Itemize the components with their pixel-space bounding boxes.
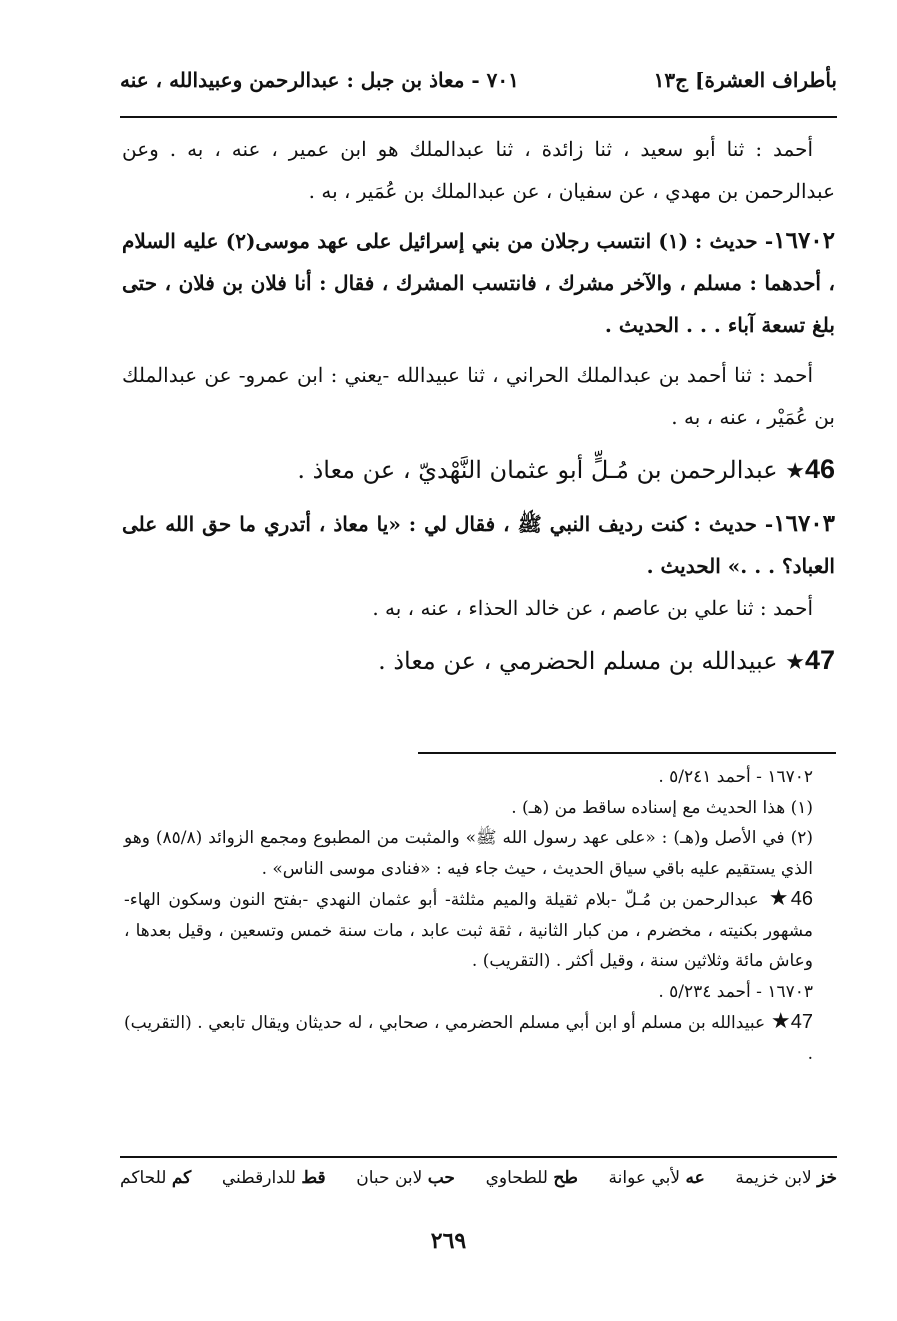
running-header <box>120 62 837 102</box>
footnote-rule <box>418 752 836 754</box>
star-icon: ★ <box>785 459 805 484</box>
narrator-number: 46 <box>790 888 813 910</box>
narrator-note-text: عبيدالله بن مسلم أو ابن أبي مسلم الحضرمي ، صحابي ، له حديثان ويقال تابعي . (التقريب) . <box>124 1013 813 1064</box>
abbreviation-item: كم للحاكم <box>120 1168 192 1188</box>
footnote: (٢) في الأصل و(هـ) : «على عهد رسول الله ﷺ» والمثبت من المطبوع ومجمع الزوائد (٨٥/٨) وهو الذي يستقيم عليه باقي سياق الحديث ، حيث جاء فيه : «فنادى موسى الناس» . <box>124 828 813 879</box>
abbreviations-rule <box>120 1156 837 1158</box>
isnad-paragraph <box>122 354 835 438</box>
narrator-name: عبيدالله بن مسلم الحضرمي ، عن معاذ . <box>378 647 778 675</box>
footnote-reference: ١٦٧٠٢ - أحمد ٥/٢٤١ . <box>658 767 813 787</box>
narrator-number: 47 <box>804 645 835 675</box>
isnad-text: أحمد : ثنا علي بن عاصم ، عن خالد الحذاء ، عنه ، به . <box>372 596 813 620</box>
hadith-label: - حديث : <box>694 229 774 253</box>
page-number: ٢٦٩ <box>430 1228 467 1254</box>
star-icon: ★ <box>770 1009 791 1034</box>
isnad-paragraph <box>122 128 835 212</box>
hadith-label: - حديث : <box>693 512 774 536</box>
hadith-text: (١) انتسب رجلان من بني إسرائيل على عهد موسى(٢) عليه السلام ، أحدهما : مسلم ، والآخر مشرك ، فانتسب المشرك ، فقال : أنا فلان بن فلان ، حتى بلغ تسعة آباء . . . الحديث . <box>122 229 835 337</box>
narrator-name: عبدالرحمن بن مُـلٍّ أبو عثمان النَّهْديّ ، عن معاذ . <box>297 456 778 484</box>
hadith-number: ١٦٧٠٣ <box>773 510 836 537</box>
hadith-16702 <box>122 220 835 346</box>
footnote: (١) هذا الحديث مع إسناده ساقط من (هـ) . <box>511 797 813 818</box>
main-text <box>122 128 835 694</box>
narrator-note-46 <box>124 884 835 977</box>
abbreviation-item: قط للدارقطني <box>221 1168 326 1188</box>
isnad-text: أحمد : ثنا أحمد بن عبدالملك الحراني ، ثنا عبيدالله -يعني : ابن عمرو- عن عبدالملك بن عُمَيْر ، عنه ، به . <box>122 363 835 429</box>
isnad-paragraph <box>122 587 835 629</box>
header-chapter-title: ٧٠١ - معاذ بن جبل : عبدالرحمن وعبيدالله ، عنه <box>120 68 519 92</box>
footnote-reference: ١٦٧٠٣ - أحمد ٥/٢٣٤ . <box>658 981 813 1002</box>
hadith-number: ١٦٧٠٢ <box>773 227 836 254</box>
abbreviations-key <box>120 1168 837 1188</box>
narrator-note-47 <box>124 1007 835 1069</box>
star-icon: ★ <box>785 650 805 675</box>
abbreviation-item: خز لابن خزيمة <box>735 1168 837 1188</box>
hadith-text: كنت رديف النبي ﷺ ، فقال لي : «يا معاذ ، أتدري ما حق الله على العباد؟ . . .» الحديث . <box>122 512 835 578</box>
abbreviation-item: طح للطحاوي <box>485 1168 578 1188</box>
narrator-number: 46 <box>804 454 835 484</box>
header-rule <box>120 116 837 118</box>
narrator-number: 47 <box>790 1011 814 1033</box>
footnotes <box>124 762 835 1069</box>
header-book-title: بأطراف العشرة] ج١٣ <box>653 68 837 92</box>
narrator-heading-46 <box>122 442 835 499</box>
narrator-note-text: عبدالرحمن بن مُـلّ -بلام ثقيلة والميم مثلثة- أبو عثمان النهدي -بفتح النون وسكون الهاء- مشهور بكنيته ، مخضرم ، من كبار الثانية ، ثقة ثبت عابد ، مات سنة خمس وتسعين ، وقيل بعدها ، وعاش مائة وثلاثين سنة ، وقيل أكثر . (التقريب) . <box>124 890 813 971</box>
hadith-16703 <box>122 503 835 587</box>
abbreviation-item: حب لابن حبان <box>356 1168 455 1188</box>
star-icon: ★ <box>766 886 791 911</box>
abbreviation-item: عه لأبي عوانة <box>608 1168 705 1188</box>
isnad-text: أحمد : ثنا أبو سعيد ، ثنا زائدة ، ثنا عبدالملك هو ابن عمير ، عنه ، به . وعن عبدالرحمن بن مهدي ، عن سفيان ، عن عبدالملك بن عُمَير ، به . <box>122 137 835 203</box>
narrator-heading-47 <box>122 633 835 690</box>
